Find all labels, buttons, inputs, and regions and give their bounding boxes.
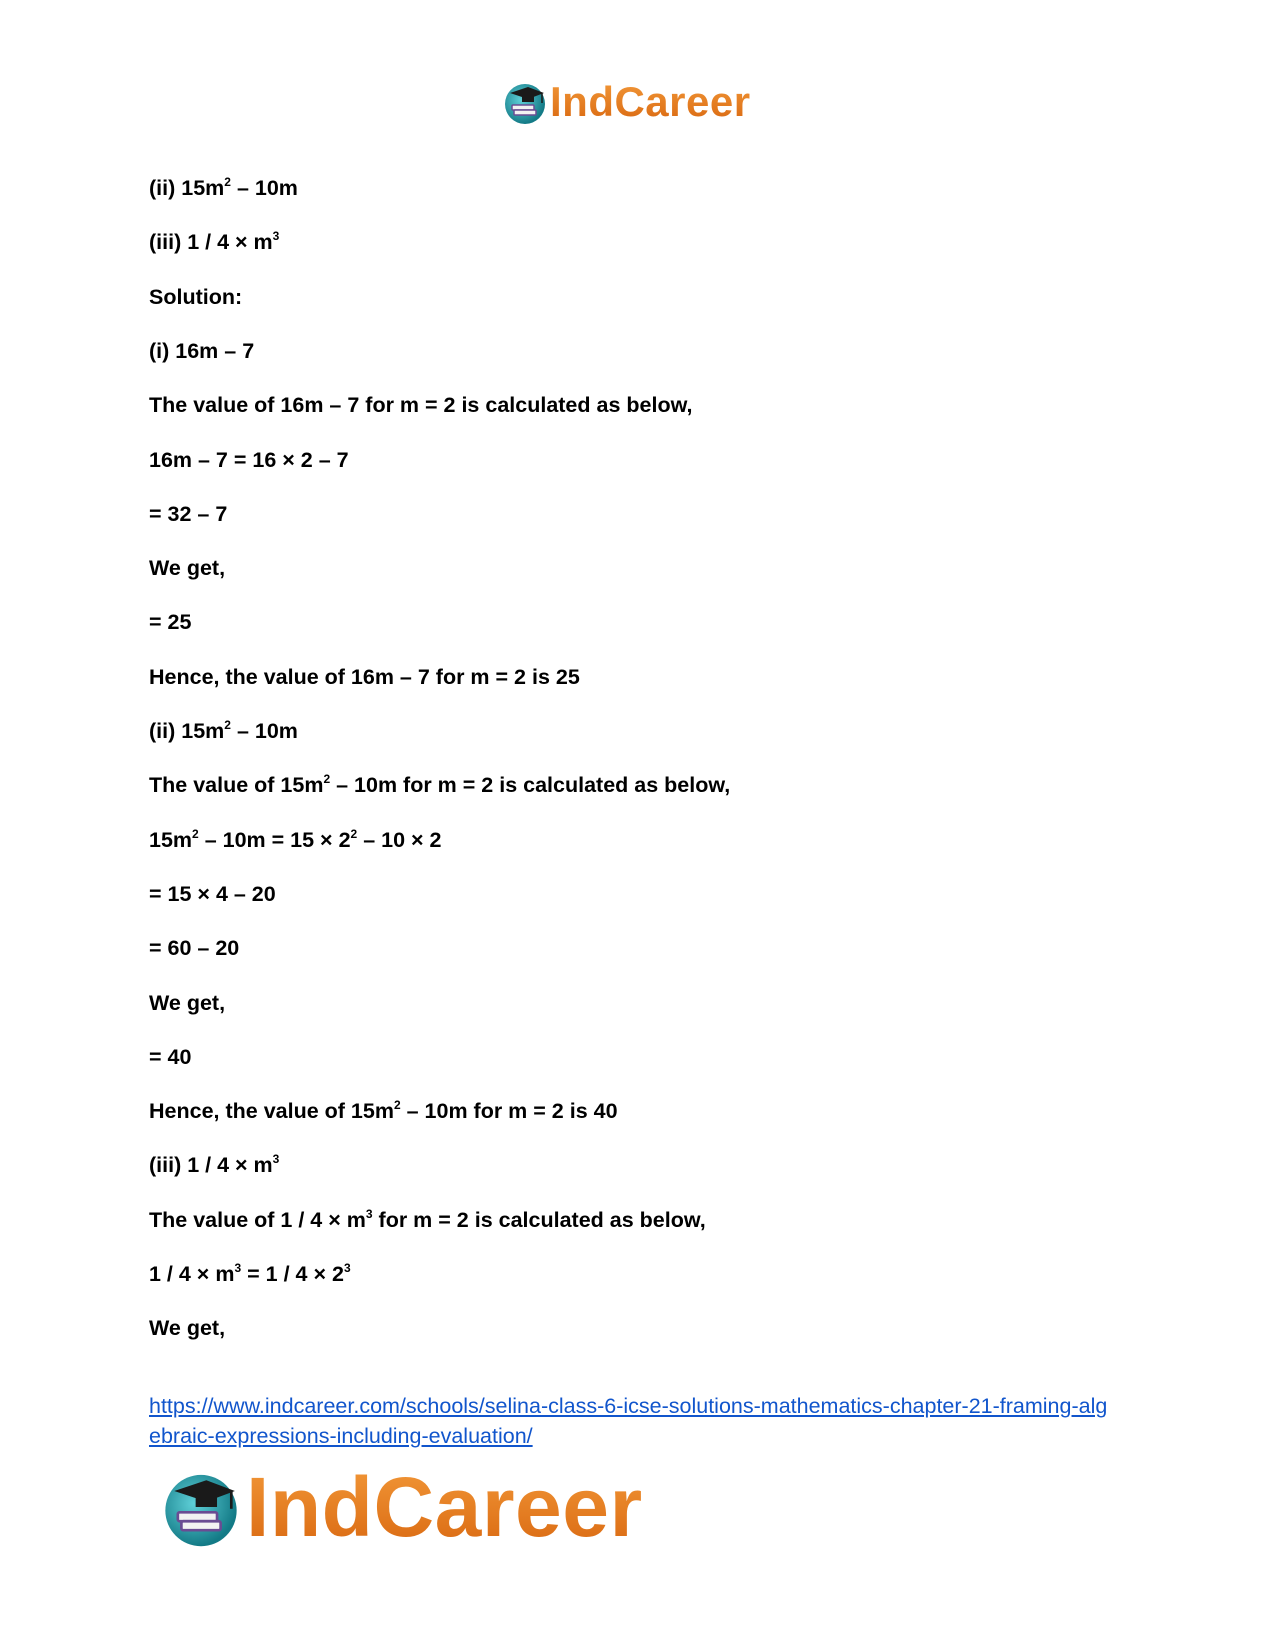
text-segment: = 15 × 4 – 20 <box>149 882 276 906</box>
text-line <box>149 1315 225 1341</box>
text-segment: = 25 <box>149 610 192 634</box>
text-segment: (ii) 15m <box>149 719 225 743</box>
text-segment: The value of 15m <box>149 773 324 797</box>
text-line <box>149 501 227 527</box>
logo-wordmark: IndCareer <box>550 78 751 125</box>
text-segment: – 10m <box>230 719 298 743</box>
text-line <box>149 338 254 364</box>
text-line <box>149 1152 279 1178</box>
text-segment: – 10m = 15 × 2 <box>198 828 351 852</box>
text-line <box>149 718 298 744</box>
text-line <box>149 1261 351 1287</box>
footer-logo <box>160 1459 643 1554</box>
text-segment: Solution: <box>149 285 243 309</box>
text-line <box>149 447 349 473</box>
text-segment: 16m – 7 = 16 × 2 – 7 <box>149 448 349 472</box>
text-line <box>149 284 242 310</box>
text-line <box>149 935 239 961</box>
text-segment: – 10 × 2 <box>357 828 442 852</box>
text-segment: = 1 / 4 × 2 <box>241 1262 344 1286</box>
text-segment: (iii) 1 / 4 × m <box>149 230 273 254</box>
text-line <box>149 609 191 635</box>
text-segment: – 10m <box>230 176 298 200</box>
text-segment: Hence, the value of 15m <box>149 1099 394 1123</box>
text-segment: 1 / 4 × m <box>149 1262 235 1286</box>
text-line <box>149 392 692 418</box>
superscript: 3 <box>272 1152 280 1166</box>
text-segment: – 10m for m = 2 is calculated as below, <box>330 773 731 797</box>
text-segment: = 32 – 7 <box>149 502 228 526</box>
text-segment: 15m <box>149 828 193 852</box>
logo-wordmark: IndCareer <box>246 1459 643 1554</box>
text-line <box>149 555 225 581</box>
superscript: 2 <box>393 1098 401 1112</box>
text-segment: We get, <box>149 1316 226 1340</box>
text-line <box>149 990 225 1016</box>
text-line <box>149 1044 191 1070</box>
text-line <box>149 772 730 798</box>
superscript: 2 <box>192 827 199 841</box>
graduation-cap-globe-icon <box>160 1466 242 1548</box>
source-link[interactable]: https://www.indcareer.com/schools/selina-class-6-icse-solutions-mathematics-chapter-21-framing-algebraic-expressions-including-evaluation/ <box>149 1394 1108 1448</box>
text-line <box>149 1098 618 1124</box>
text-segment: = 40 <box>149 1045 192 1069</box>
text-segment: = 60 – 20 <box>149 936 240 960</box>
text-line <box>149 175 298 201</box>
text-line <box>149 1207 706 1233</box>
superscript: 2 <box>224 718 231 732</box>
superscript: 3 <box>343 1261 351 1275</box>
graduation-cap-globe-icon <box>502 79 548 125</box>
superscript: 2 <box>350 827 358 841</box>
superscript: 3 <box>365 1207 373 1221</box>
text-segment: The value of 16m – 7 for m = 2 is calculated as below, <box>149 393 693 417</box>
text-segment: We get, <box>149 991 226 1015</box>
text-line <box>149 827 442 853</box>
text-segment: (iii) 1 / 4 × m <box>149 1153 273 1177</box>
text-segment: (ii) 15m <box>149 176 225 200</box>
text-line <box>149 664 580 690</box>
header-logo <box>502 78 751 126</box>
text-segment: We get, <box>149 556 226 580</box>
text-segment: The value of 1 / 4 × m <box>149 1208 366 1232</box>
superscript: 2 <box>323 772 331 786</box>
text-segment: – 10m for m = 2 is 40 <box>400 1099 618 1123</box>
text-line <box>149 881 276 907</box>
text-segment: Hence, the value of 16m – 7 for m = 2 is 25 <box>149 665 580 689</box>
text-line <box>149 229 279 255</box>
text-segment: for m = 2 is calculated as below, <box>372 1208 706 1232</box>
superscript: 3 <box>272 229 280 243</box>
text-segment: (i) 16m – 7 <box>149 339 255 363</box>
superscript: 2 <box>224 175 231 189</box>
superscript: 3 <box>234 1261 242 1275</box>
